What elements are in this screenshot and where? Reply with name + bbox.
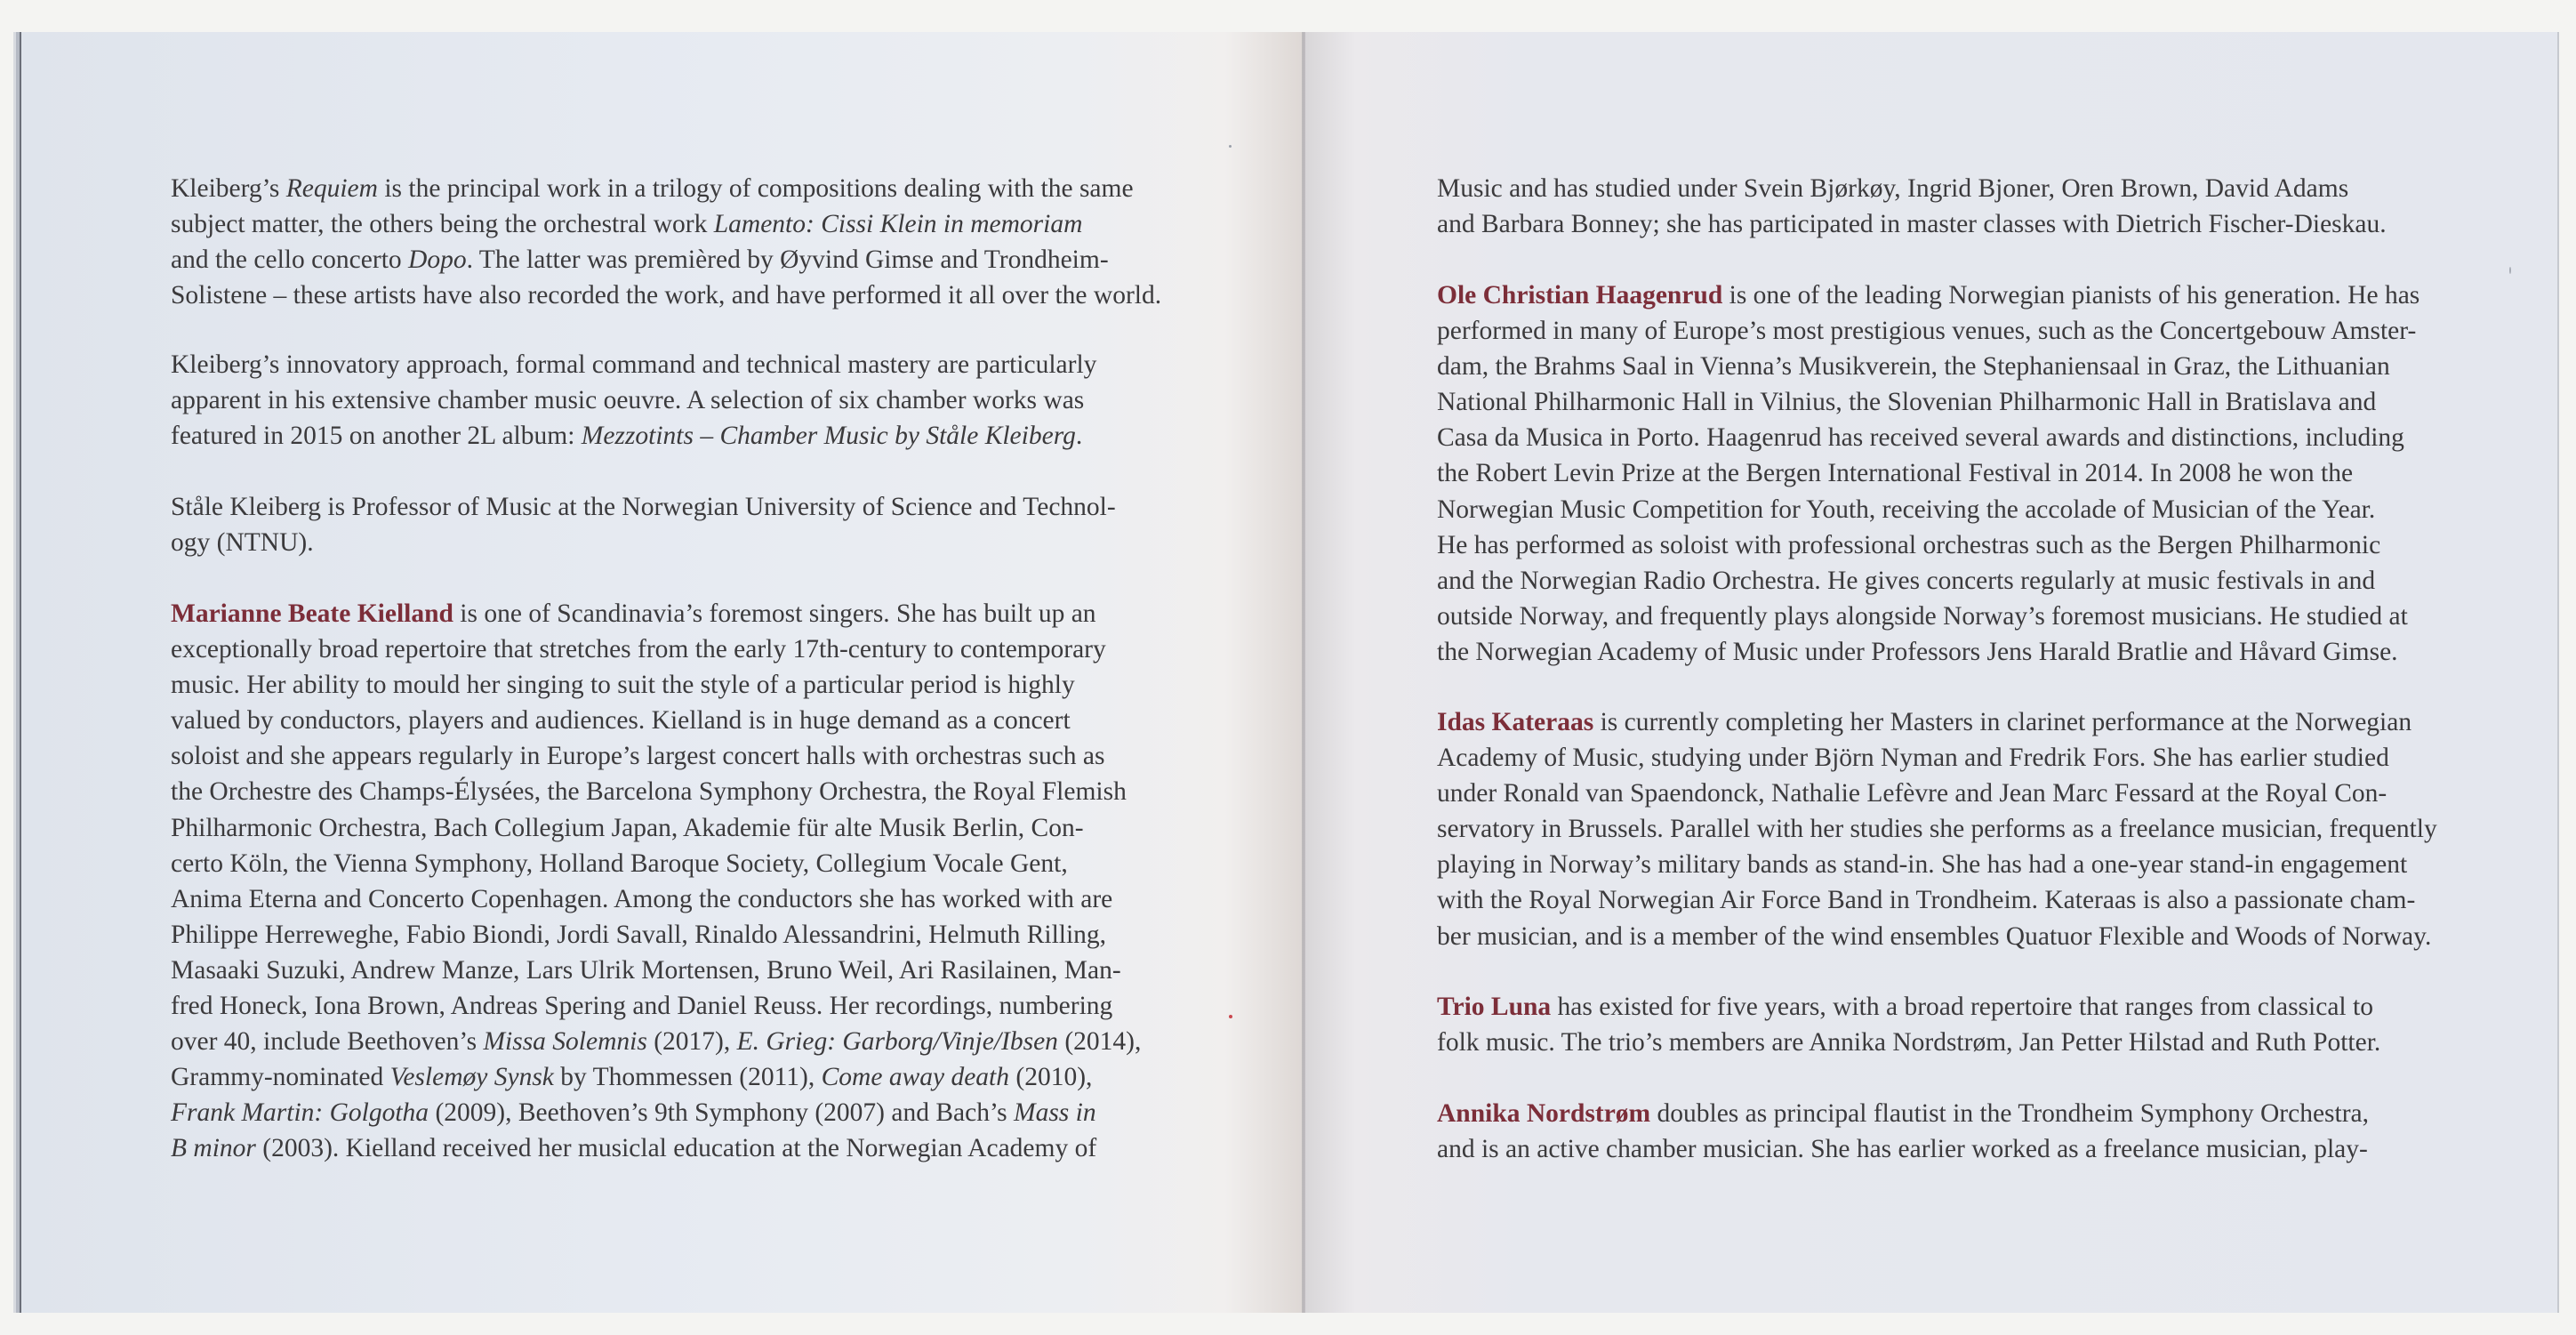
paragraph-kielland-continued: Music and has studied under Svein Bjørkøy, Ingrid Bjoner, Oren Brown, David Adams and Barbara Bonney; she has participated in master classes with Dietrich Fischer-Dieskau. [1437,174,2387,239]
paper-speck [1229,145,1232,148]
paragraph-kateraas-bio: Idas Kateraas is currently completing her Masters in clarinet performance at the Norwegian Academy of Music, studying under Björn Nyman and Fredrik Fors. She has earlier studied under Ronald van Spaendonck, Nathalie Lefèvre and Jean Marc Fessard at the Royal Con- servatory in Brussels. Parallel with her studies she performs as a freelance musician, frequently playing in Norway’s military bands as stand-in. She has had a one-year stand-in engagement with the Royal Norwegian Air Force Band in Trondheim. Kateraas is also a passionate cham- ber musician, and is a member of the wind ensembles Quatuor Flexible and Woods of Norway. [1437,708,2437,951]
right-page [1305,32,2559,1313]
paper-speck [1229,1015,1232,1018]
paragraph-kielland-bio: Marianne Beate Kielland is one of Scandinavia’s foremost singers. She has built up an exceptionally broad repertoire that stretches from the early 17th-century to contemporary music. Her ability to mould her singing to suit the style of a particular period is highly valued by conductors, players and audiences. Kielland is in huge demand as a concert soloist and she appears regularly in Europe’s largest concert halls with orchestras such as the Orchestre des Champs-Élysées, the Barcelona Symphony Orchestra, the Royal Flemish Philharmonic Orchestra, Bach Collegium Japan, Akademie für alte Musik Berlin, Con- certo Köln, the Vienna Symphony, Holland Baroque Society, Collegium Vocale Gent, Anima Eterna and Concerto Copenhagen. Among the conductors she has worked with are Philippe Herreweghe, Fabio Biondi, Jordi Savall, Rinaldo Alessandrini, Helmuth Rilling, Masaaki Suzuki, Andrew Manze, Lars Ulrik Mortensen, Bruno Weil, Ari Rasilainen, Man- fred Honeck, Iona Brown, Andreas Spering and Daniel Reuss. Her recordings, numbering over 40, include Beethoven’s Missa Solemnis (2017), E. Grieg: Garborg/Vinje/Ibsen (2014), Grammy-nominated Veslemøy Synsk by Thommessen (2011), Come away death (2010), Frank Martin: Golgotha (2009), Beethoven’s 9th Symphony (2007) and Bach’s Mass in B minor (2003). Kielland received her musiclal education at the Norwegian Academy of [171,599,1142,1163]
paragraph-chamber-music: Kleiberg’s innovatory approach, formal command and technical mastery are particularly apparent in his extensive chamber music oeuvre. A selection of six chamber works was featured in 2015 on another 2L album: Mezzotints – Chamber Music by Ståle Kleiberg. [171,350,1097,451]
performer-name: Marianne Beate Kielland [171,599,453,628]
performer-name: Annika Nordstrøm [1437,1099,1651,1128]
paragraph-haagenrud-bio: Ole Christian Haagenrud is one of the leading Norwegian pianists of his generation. He has performed in many of Europe’s most prestigious venues, such as the Concertgebouw Amster- dam, the Brahms Saal in Vienna’s Musikverein, the Stephaniensaal in Graz, the Lithuanian National Philharmonic Hall in Vilnius, the Slovenian Philharmonic Hall in Bratislava and Casa da Musica in Porto. Haagenrud has received several awards and distinctions, including the Robert Levin Prize at the Bergen International Festival in 2014. In 2008 he won the Norwegian Music Competition for Youth, receiving the accolade of Musician of the Year. He has performed as soloist with professional orchestras such as the Bergen Philharmonic and the Norwegian Radio Orchestra. He gives concerts regularly at music festivals in and outside Norway, and frequently plays alongside Norway’s foremost musicians. He studied at the Norwegian Academy of Music under Professors Jens Harald Bratlie and Håvard Gimse. [1437,281,2420,666]
performer-name: Idas Kateraas [1437,708,1594,736]
paragraph-trio-luna: Trio Luna has existed for five years, with a broad repertoire that ranges from classical to folk music. The trio’s members are Annika Nordstrøm, Jan Petter Hilstad and Ruth Potter. [1437,993,2381,1058]
paragraph-nordstrom-bio: Annika Nordstrøm doubles as principal flautist in the Trondheim Symphony Orchestra, and is an active chamber musician. She has earlier worked as a freelance musician, play- [1437,1099,2370,1164]
left-page [20,32,1302,1313]
paragraph-requiem-trilogy: Kleiberg’s Requiem is the principal work in a trilogy of compositions dealing with the same subject matter, the others being the orchestral work Lamento: Cissi Klein in memoriam and the cello concerto Dopo. The latter was premièred by Øyvind Gimse and Trondheim- Solistene – these artists have also recorded the work, and have performed it all over the world. [171,174,1162,310]
performer-name: Ole Christian Haagenrud [1437,281,1723,310]
performer-name: Trio Luna [1437,993,1552,1021]
paragraph-professor: Ståle Kleiberg is Professor of Music at the Norwegian University of Science and Technol- ogy (NTNU). [171,493,1116,558]
paper-speck [2509,267,2511,274]
